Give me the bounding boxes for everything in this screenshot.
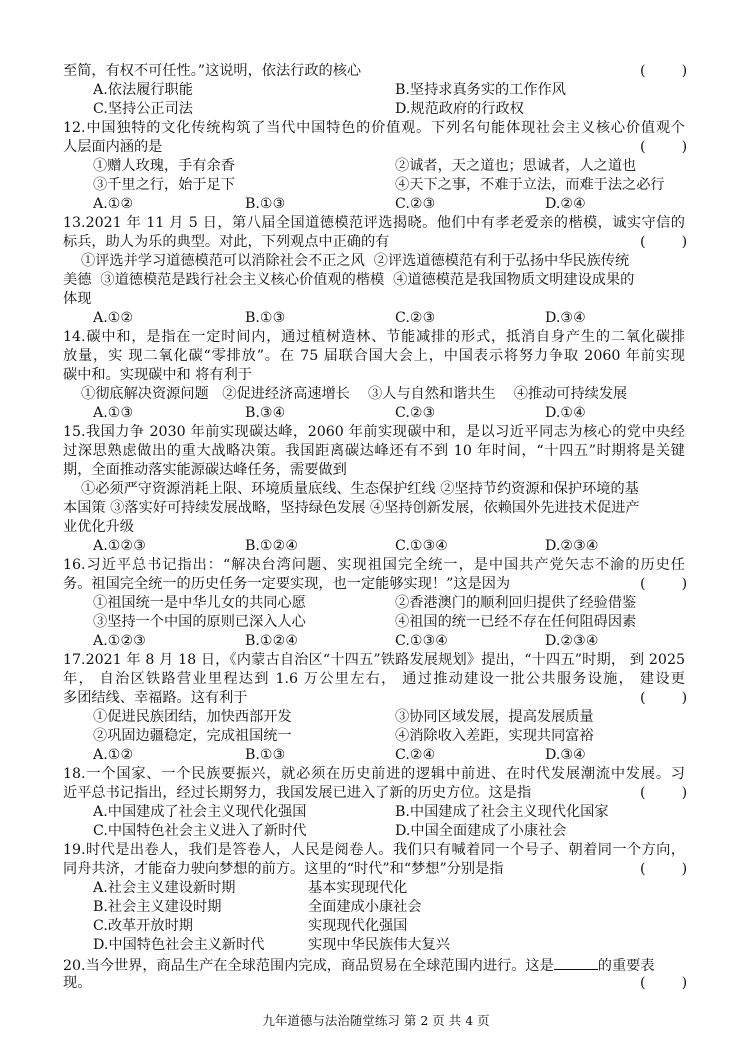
question-19-stem: 19.时代是出卷人，我们是答卷人，人民是阅卷人。我们只有喊着同一个号子、朝着同一个方向， (63, 842, 685, 858)
answer-option: B.①②④ (245, 538, 299, 554)
answer-option: C.②③ (395, 310, 436, 326)
question-20-stem (63, 955, 655, 975)
statement-item: ②巩固边疆稳定，完成祖国统一 (93, 728, 292, 744)
option-a: A.依法履行职能 (93, 82, 193, 98)
answer-parenthesis: ( ) (640, 690, 688, 706)
question-13-stem: 标兵，助人为乐的典型。对此，下列观点中正确的有 (63, 234, 390, 250)
question-17-stem: 多团结线、幸福路。这有利于 (63, 690, 248, 706)
option-dream: 全面建成小康社会 (308, 899, 422, 915)
answer-option: D.②③④ (545, 633, 599, 649)
answer-option: C.①③④ (395, 538, 449, 554)
answer-option: D.③④ (545, 747, 586, 763)
question-14-stem: 放量，实 现二氧化碳“零排放”。在 75 届联合国大会上，中国表示将努力争取 2060 年前实现 (63, 348, 685, 364)
question-14-stem: 碳中和。实现碳中和 将有利于 (63, 367, 252, 383)
statement-item: ③千里之行，始于足下 (93, 177, 235, 193)
answer-option: D.③④ (545, 310, 586, 326)
option-era: A.社会主义建设新时期 (93, 880, 236, 896)
answer-parenthesis: ( ) (640, 785, 688, 801)
question-13-stem: ①评选并学习道德模范可以消除社会不正之风 ②评选道德模范有利于弘扬中华民族传统 (63, 253, 630, 269)
question-15-stem: 期，全面推动落实能源碳达峰任务，需要做到 (63, 462, 347, 478)
answer-option: B.①③ (245, 747, 286, 763)
statement-item: ④天下之事，不难于立法，而难于法之必行 (395, 177, 665, 193)
statement-item: ①促进民族团结，加快西部开发 (93, 709, 292, 725)
answer-option: A.①② (93, 310, 134, 326)
option-dream: 基本实现现代化 (308, 880, 408, 896)
answer-parenthesis: ( ) (640, 576, 688, 592)
question-15-stem: ①必须严守资源消耗上限、环境质量底线、生态保护红线 ②坚持节约资源和保护环境的基 (63, 481, 639, 497)
option-b: B.中国建成了社会主义现代化国家 (395, 804, 609, 820)
answer-parenthesis: ( ) (640, 139, 688, 155)
answer-option: C.②④ (395, 747, 436, 763)
option-c: C.中国特色社会主义进入了新时代 (93, 823, 307, 839)
question-13-stem: 体现 (63, 291, 92, 307)
answer-option: D.①④ (545, 405, 586, 421)
question-16-stem: 务。祖国完全统一的历史任务一定要实现，也一定能够实现！”这是因为 (63, 576, 511, 592)
question-20-stem: 现。 (63, 975, 92, 991)
answer-option: D.②④ (545, 196, 586, 212)
question-18-stem: 近平总书记指出，经过长期努力，我国发展已进入了新的历史方位。这是指 (63, 785, 532, 801)
question-16-stem: 16.习近平总书记指出：“解决台湾问题、实现祖国完全统一，是中国共产党矢志不渝的历史任 (63, 557, 685, 573)
statement-item: ①赠人玫瑰，手有余香 (93, 158, 235, 174)
option-dream: 实现中华民族伟大复兴 (308, 937, 450, 953)
statement-item: ④祖国的统一已经不存在任何阻碍因素 (395, 614, 637, 630)
answer-option: C.②③ (395, 405, 436, 421)
answer-parenthesis: ( ) (640, 861, 688, 877)
option-c: C.坚持公正司法 (93, 101, 193, 117)
option-dream: 实现现代化强国 (308, 918, 408, 934)
answer-option: A.①② (93, 196, 134, 212)
answer-parenthesis: ( ) (640, 975, 688, 991)
answer-option: A.①③ (93, 405, 134, 421)
question-13-stem: 美德 ③道德模范是践行社会主义核心价值观的楷模 ④道德模范是我国物质文明建设成果的 (63, 272, 635, 288)
statement-item: ②诚者，天之道也；思诚者，人之道也 (395, 158, 637, 174)
statement-item: ③坚持一个中国的原则已深入人心 (93, 614, 306, 630)
answer-option: A.①② (93, 747, 134, 763)
answer-option: B.①③ (245, 196, 286, 212)
answer-option: A.①②③ (93, 633, 146, 649)
option-d: D.规范政府的行政权 (395, 101, 524, 117)
option-b: B.坚持求真务实的工作作风 (395, 82, 566, 98)
question-14-stem: 14.碳中和，是指在一定时间内，通过植树造林、节能减排的形式，抵消自身产生的二氧化碳排 (63, 329, 685, 345)
question-11-continuation: 至简，有权不可任性。”这说明，依法行政的核心 (63, 63, 362, 79)
answer-option: B.①②④ (245, 633, 299, 649)
statement-item: ②香港澳门的顺利回归提供了经验借鉴 (395, 595, 637, 611)
option-d: D.中国全面建成了小康社会 (395, 823, 567, 839)
option-a: A.中国建成了社会主义现代化强国 (93, 804, 307, 820)
option-era: D.中国特色社会主义新时代 (93, 937, 265, 953)
answer-option: D.②③④ (545, 538, 599, 554)
question-15-stem: 本国策 ③落实好可持续发展战略，坚持绿色发展 ④坚持创新发展，依赖国外先进技术促进产 (63, 500, 640, 516)
question-13-stem: 13.2021 年 11 月 5 日，第八届全国道德模范评选揭晓。他们中有孝老爱亲的楷模，诚实守信的 (63, 215, 685, 231)
answer-parenthesis: ( ) (640, 234, 688, 250)
question-14-stem: ①彻底解决资源问题 ②促进经济高速增长 ③人与自然和谐共生 ④推动可持续发展 (63, 386, 628, 402)
question-20-text-before: 20.当今世界，商品生产在全球范围内完成，商品贸易在全球范围内进行。这是 (63, 958, 554, 974)
question-20-text-after: 的重要表 (597, 958, 655, 974)
statement-item: ③协同区域发展，提高发展质量 (395, 709, 594, 725)
question-15-stem: 15.我国力争 2030 年前实现碳达峰，2060 年前实现碳中和，是以习近平同志为核心的党中央经 (63, 424, 685, 440)
option-era: B.社会主义建设时期 (93, 899, 222, 915)
answer-parenthesis: ( ) (640, 63, 688, 79)
answer-option: C.①③④ (395, 633, 449, 649)
question-19-stem: 同舟共济，才能奋力驶向梦想的前方。这里的“时代”和“梦想”分别是指 (63, 861, 504, 877)
page-footer: 九年道德与法治随堂练习 第 2 页 共 4 页 (262, 1013, 490, 1028)
answer-option: B.③④ (245, 405, 286, 421)
answer-option: A.①②③ (93, 538, 146, 554)
answer-option: B.①③ (245, 310, 286, 326)
question-12-stem: 12.中国独特的文化传统构筑了当代中国特色的价值观。下列名句能体现社会主义核心价值观个 (63, 120, 685, 136)
question-17-stem: 年， 自治区铁路营业里程达到 1.6 万公里左右， 通过推动建设一批公共服务设施， 建设更 (63, 671, 685, 687)
answer-option: C.②③ (395, 196, 436, 212)
statement-item: ①祖国统一是中华儿女的共同心愿 (93, 595, 306, 611)
option-era: C.改革开放时期 (93, 918, 193, 934)
question-18-stem: 18.一个国家、一个民族要振兴，就必须在历史前进的逻辑中前进、在时代发展潮流中发展。习 (63, 766, 685, 782)
statement-item: ④消除收入差距，实现共同富裕 (395, 728, 594, 744)
question-17-stem: 17.2021 年 8 月 18 日，《内蒙古自治区“十四五”铁路发展规划》提出，“十四五”时期， 到 2025 (63, 652, 685, 668)
question-15-stem: 业优化升级 (63, 519, 134, 535)
question-12-stem: 人层面内涵的是 (63, 139, 163, 155)
question-15-stem: 过深思熟虑做出的重大战略决策。我国距离碳达峰还有不到 10 年时间，“十四五”时期将是关键 (63, 443, 685, 459)
fill-in-blank[interactable] (554, 955, 598, 970)
